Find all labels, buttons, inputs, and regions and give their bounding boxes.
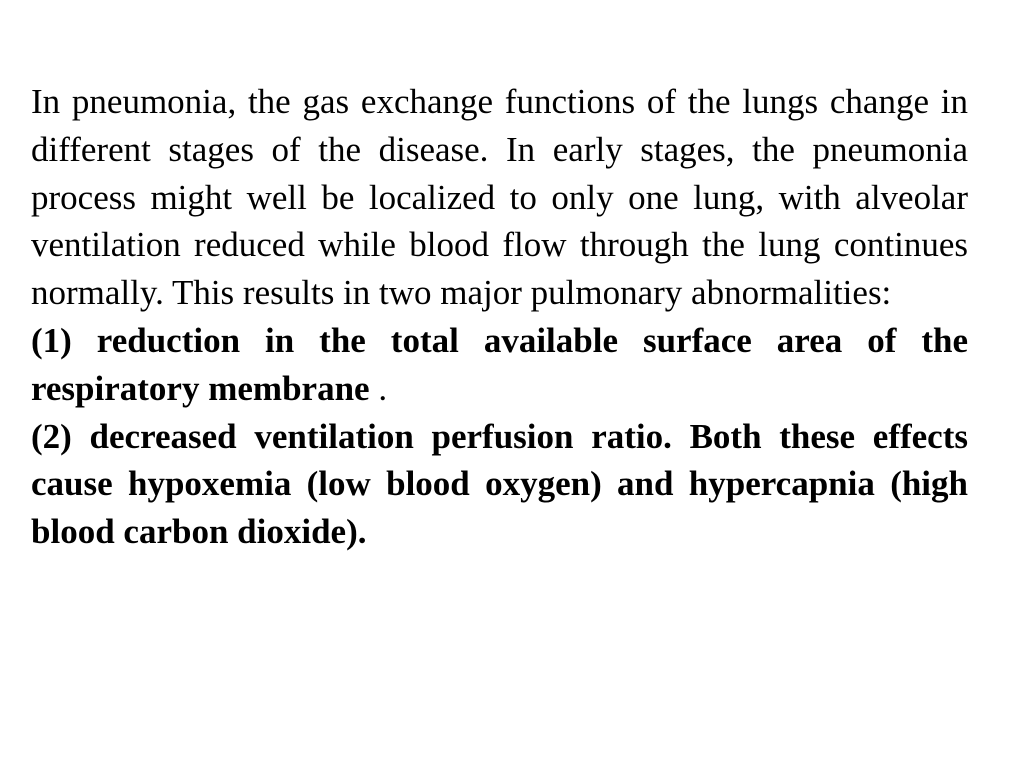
point-2-paragraph: (2) decreased ventilation perfusion ratio. Both these effects cause hypoxemia (low blood oxygen) and hypercapnia (high blood carbon dioxide). xyxy=(31,416,968,552)
intro-paragraph: In pneumonia, the gas exchange functions of the lungs change in different stages of the disease. In early stages, the pneumonia process might well be localized to only one lung, with alveolar ventilation reduced while blood flow through the lung continues normally. This results in two major pulmonary abnormalities: xyxy=(31,82,968,313)
point-1-tail: . xyxy=(369,368,388,408)
point-1-text: (1) reduction in the total available surface area of the respiratory membrane xyxy=(31,320,968,408)
slide-body-text xyxy=(31,78,968,556)
point-1-paragraph xyxy=(31,317,968,413)
